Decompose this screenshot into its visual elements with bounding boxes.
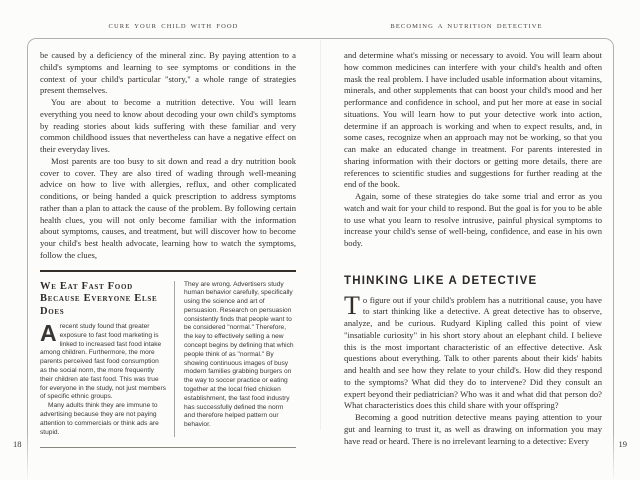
page-gutter-line (320, 40, 321, 430)
body-paragraph: Again, some of these strategies do take some trial and error as you watch and wait for your child to respond. But the goal is for you to be able to use what you learn to resolve intrusive, painful physical symptoms to increase your child's sense of well-being, confidence, and ease in his own body. (344, 191, 602, 248)
sidebar-column-right (175, 281, 296, 438)
right-page-text-block (344, 50, 602, 447)
body-paragraph: You are about to become a nutrition detective. You will learn everything you need to know about decoding your own child's symptoms by reading stories about kids suffering with these familiar and very common childhood issues that nevertheless can have a negative effect on their everyday lives. (40, 97, 296, 154)
body-paragraph: and determine what's missing or necessary to avoid. You will learn about how common medicines can interfere with your child's health and often mask the real problem. I have included usable information about vitamins, minerals, and other supplements that can boost your child's mood and her performance and confidence in school, and put her more at ease in social situations. You will learn how to put your detective work into action, determine if an approach is working and when to expect results, and, in some cases, recognize when an approach may not be working, so that you can make an educated change in treatment. For parents interested in sharing information with their doctors or getting more details, there are references to scientific studies and suggestions for further reading at the end of the book. (344, 50, 602, 190)
section-heading: THINKING LIKE A DETECTIVE (344, 274, 538, 287)
body-paragraph: Most parents are too busy to sit down and read a dry nutrition book cover to cover. They are also tired of wading through well-meaning advice on how to live with allergies, reflux, and other complicated conditions, or being handed a quick prescription to address symptoms rather than a plan to attack the cause of the problem. By following certain health clues, you will not only become familiar with the information about symptoms, causes, and treatment, but will discover how to become your child's best health advocate, learning how to watch the symptoms, follow the clues, (40, 155, 296, 260)
running-head-left: CURE YOUR CHILD WITH FOOD (108, 23, 239, 30)
page-number-right: 19 (618, 439, 627, 449)
sidebar-paragraph: Many adults think they are immune to advertising because they are not paying attention to commercials or think ads are stupid. (40, 402, 159, 436)
sidebar-column-left (40, 281, 174, 438)
page-number-left: 18 (13, 439, 22, 449)
body-paragraph: be caused by a deficiency of the mineral zinc. By paying attention to a child's symptoms and learning to see symptoms or conditions in the context of your child's particular "story," a whole range of strategies present themselves. (40, 50, 296, 96)
sidebar-box (40, 270, 296, 449)
body-paragraph: Becoming a good nutrition detective means paying attention to your gut and learning to trust it, as well as drawing on information you may have read or heard. There is no irrelevant learning to a detective: Every (344, 412, 602, 446)
sidebar-title: We Eat Fast Food Because Everyone Else Does (40, 280, 158, 317)
sidebar-paragraph: They are wrong. Advertisers study human behavior carefully, specifically using the science and art of persuasion. Research on persuasion consistently finds that people want to be considered "normal." Therefore, the key to effectively selling a new concept begins by defining that which people think of as "normal." By showing continuous images of busy modern families grabbing burgers on the way to soccer practice or eating together at the local fried chicken establishment, the fast food industry has successfully defined the norm and therefore helped pattern our behavior. (184, 280, 294, 429)
running-head-right: BECOMING A NUTRITION DETECTIVE (390, 23, 543, 30)
body-paragraph: To figure out if your child's problem has a nutritional cause, you have to start thinking like a detective. A great detective has to observe, analyze, and be curious. Rudyard Kipling called this point of view "insatiable curiosity" in his short story about an elephant child. I believe this is the most important characteristic of an effective detective. Ask questions about everything. Talk to other parents about their kids' habits and health and see how they relate to your child's. How did they respond to the symptoms? What did they do to intervene? Did they consult an expert beyond their pediatrician? Who was it and what did that person do? What characteristics does this child share with your offspring? (344, 290, 602, 411)
left-page-text-block (40, 50, 296, 448)
sidebar-paragraph: Arecent study found that greater exposure to fast food marketing is linked to increased fast food intake among children. Furthermore, the more parents perceived fast food consumption as the social norm, the more frequently their children ate fast food. This was true for everyone in the study, not just members of specific ethnic groups. (40, 320, 166, 401)
